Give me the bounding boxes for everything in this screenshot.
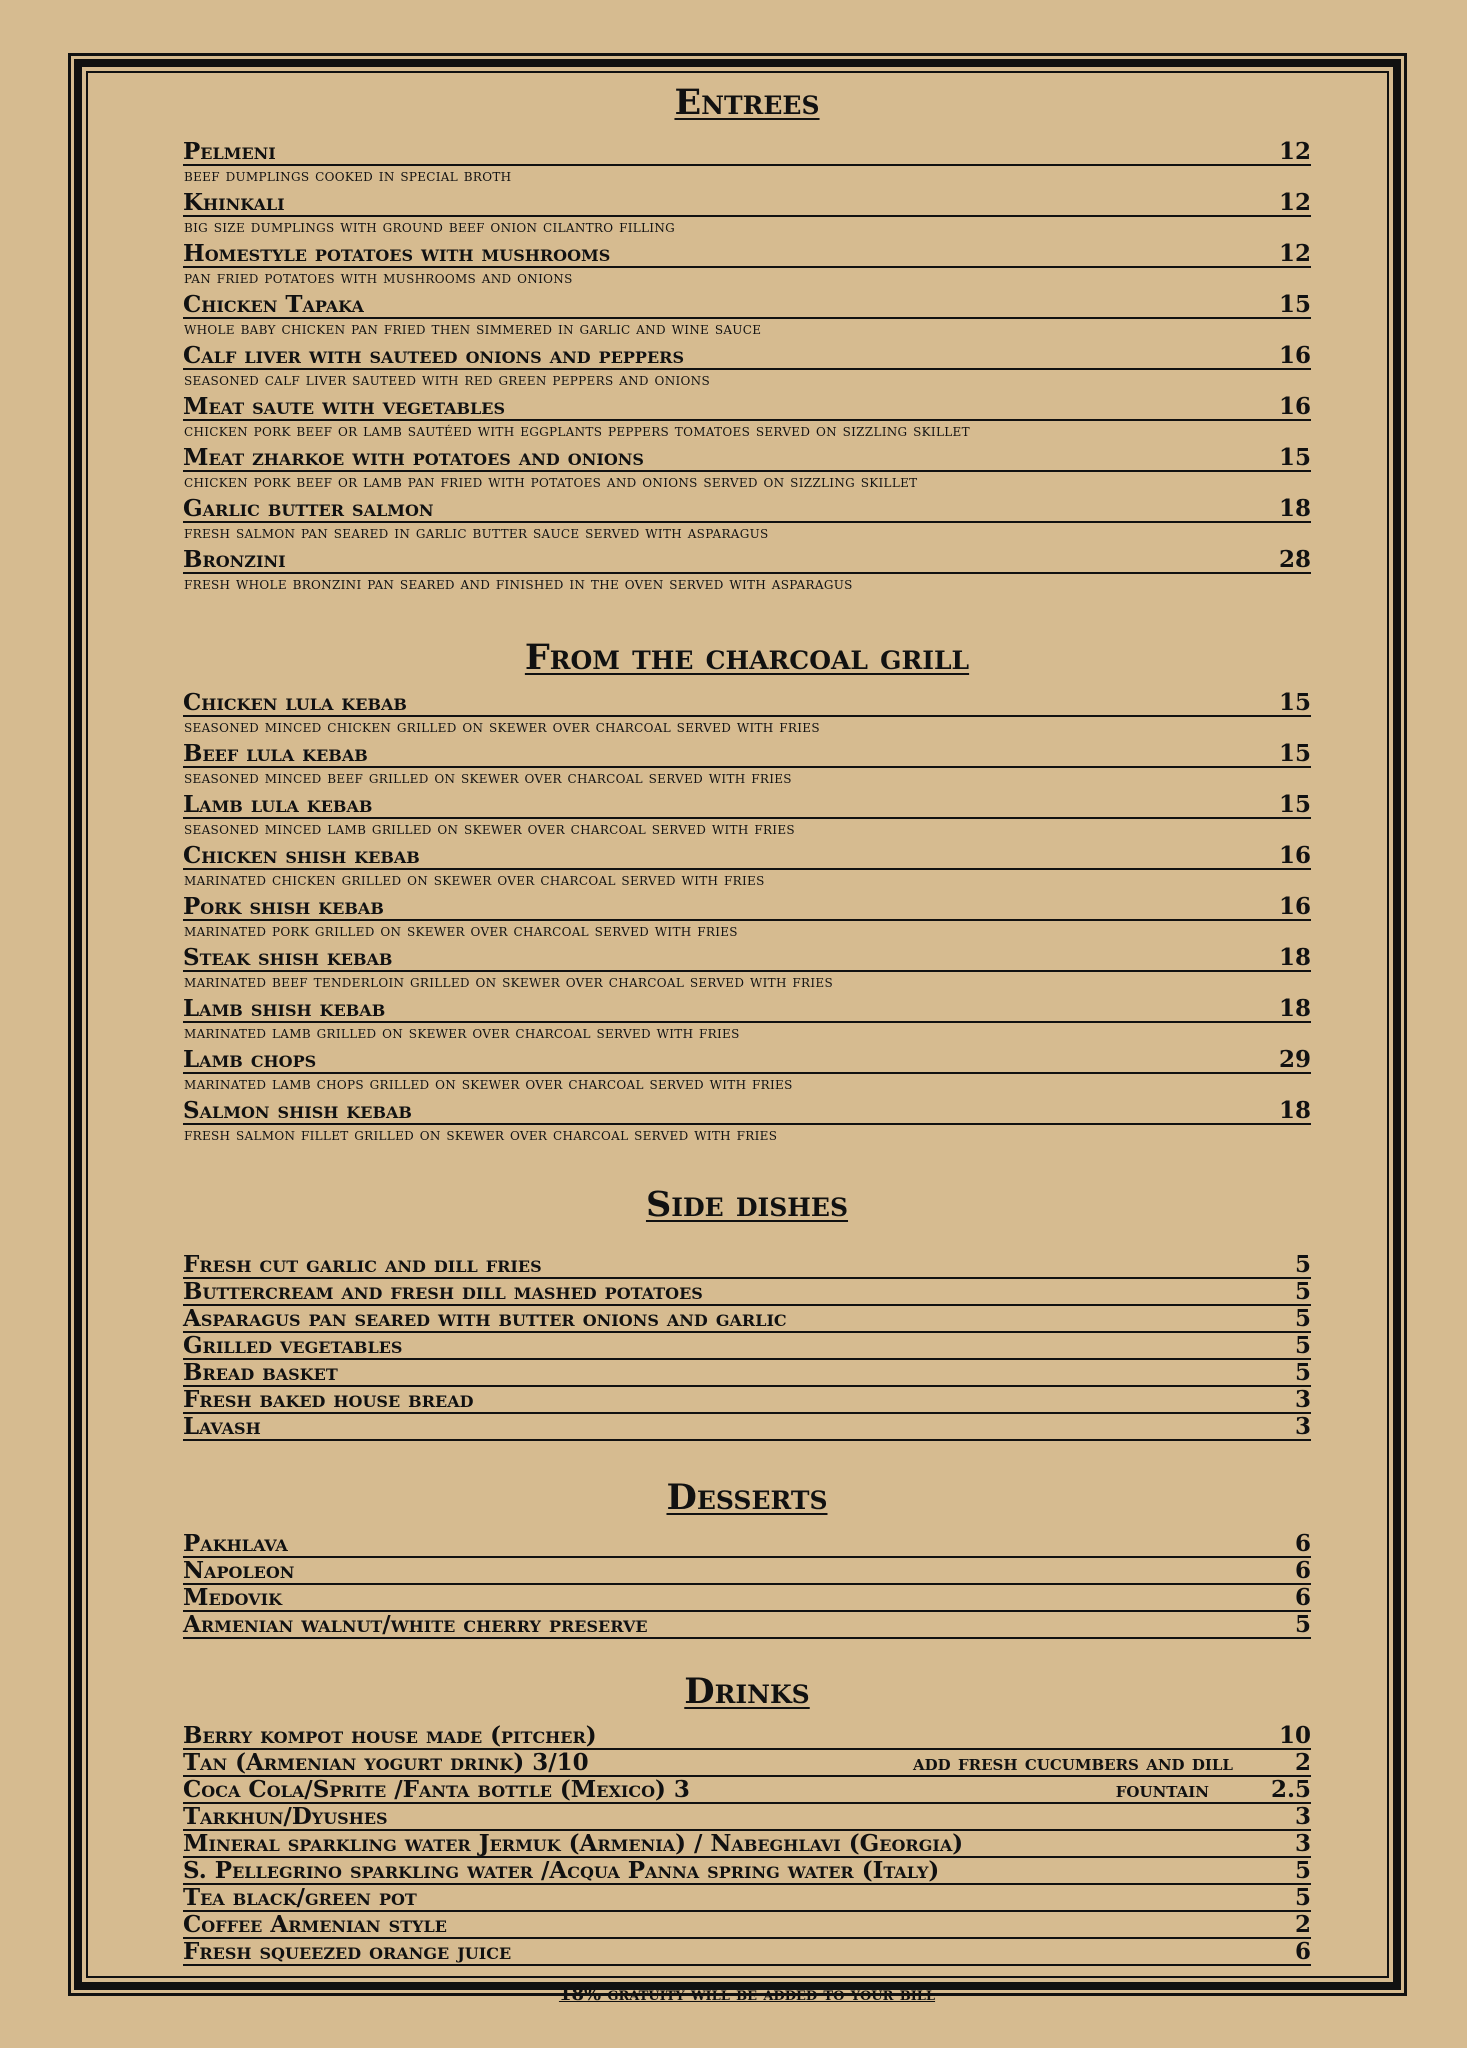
menu-content	[183, 80, 1311, 2005]
menu-item	[183, 138, 1311, 189]
menu-item	[183, 546, 1311, 597]
menu-item	[183, 1612, 1311, 1639]
item-name: Lamb chops	[183, 1047, 317, 1072]
item-name: Pork shish kebab	[183, 894, 384, 919]
item-description: beef dumplings cooked in special broth	[184, 166, 512, 186]
item-description: big size dumplings with ground beef onion cilantro filling	[184, 217, 676, 237]
item-name: Homestyle potatoes with mushrooms	[183, 241, 611, 266]
item-description: marinated beef tenderloin grilled on skewer over charcoal served with fries	[184, 972, 833, 992]
item-name: Bronzini	[183, 547, 286, 572]
item-name: Medovik	[183, 1584, 282, 1611]
item-description: marinated pork grilled on skewer over charcoal served with fries	[184, 921, 738, 941]
item-name: Coffee Armenian style	[183, 1911, 447, 1938]
item-description: fresh salmon fillet grilled on skewer over charcoal served with fries	[184, 1125, 778, 1145]
item-name: Lamb lula kebab	[183, 792, 373, 817]
item-name: Fresh cut garlic and dill fries	[183, 1251, 542, 1278]
section-title-drinks: Drinks	[684, 1671, 810, 1712]
menu-item	[183, 791, 1311, 842]
menu-item	[183, 1777, 1311, 1804]
menu-item	[183, 740, 1311, 791]
section-title-sides: Side dishes	[645, 1184, 849, 1225]
item-name: Napoleon	[183, 1557, 295, 1584]
item-price: 3	[1294, 1386, 1311, 1413]
item-price: 18	[1278, 495, 1311, 522]
section-title-grill: From the charcoal grill	[524, 637, 970, 678]
grill-list	[183, 689, 1311, 1148]
item-name: Pelmeni	[183, 139, 276, 164]
item-price: 16	[1278, 893, 1311, 920]
item-price: 5	[1294, 1251, 1311, 1278]
item-name: Buttercream and fresh dill mashed potatoes	[183, 1278, 703, 1305]
item-price: 5	[1294, 1884, 1311, 1911]
item-price: 6	[1294, 1938, 1311, 1965]
item-description: chicken pork beef or lamb pan fried with potatoes and onions served on sizzling skillet	[184, 472, 918, 492]
item-price: 15	[1278, 444, 1311, 471]
item-name: Garlic butter salmon	[183, 496, 434, 521]
menu-item	[183, 1306, 1311, 1333]
item-name: Chicken Tapaka	[183, 292, 364, 317]
menu-item	[183, 1252, 1311, 1279]
menu-item	[183, 393, 1311, 444]
item-price: 28	[1278, 546, 1311, 573]
item-price: 15	[1278, 791, 1311, 818]
entrees-list	[183, 138, 1311, 597]
item-description: marinated chicken grilled on skewer over charcoal served with fries	[184, 870, 765, 890]
item-description: seasoned minced beef grilled on skewer over charcoal served with fries	[184, 768, 792, 788]
menu-item	[183, 1858, 1311, 1885]
item-name: Salmon shish kebab	[183, 1098, 412, 1123]
menu-item	[183, 291, 1311, 342]
menu-item	[183, 1831, 1311, 1858]
menu-item	[183, 1750, 1311, 1777]
menu-item	[183, 1333, 1311, 1360]
menu-item	[183, 1558, 1311, 1585]
item-name: Meat zharkoe with potatoes and onions	[183, 445, 644, 470]
item-name: Armenian walnut/white cherry preserve	[183, 1611, 648, 1638]
item-price: 12	[1278, 240, 1311, 267]
item-name: Meat saute with vegetables	[183, 394, 506, 419]
menu-item	[183, 342, 1311, 393]
menu-item	[183, 1097, 1311, 1148]
item-name: Khinkali	[183, 190, 285, 215]
item-price: 16	[1278, 342, 1311, 369]
item-price: 16	[1278, 393, 1311, 420]
item-price: 15	[1278, 689, 1311, 716]
menu-item	[183, 995, 1311, 1046]
item-name: S. Pellegrino sparkling water /Acqua Panna spring water (Italy)	[183, 1857, 940, 1884]
item-name: Tea black/green pot	[183, 1884, 417, 1911]
item-price: 5	[1294, 1611, 1311, 1638]
item-description: seasoned minced lamb grilled on skewer over charcoal served with fries	[184, 819, 795, 839]
item-description: seasoned minced chicken grilled on skewer over charcoal served with fries	[184, 717, 820, 737]
menu-item	[183, 1939, 1311, 1966]
item-name: Lamb shish kebab	[183, 996, 386, 1021]
item-price: 18	[1278, 995, 1311, 1022]
item-description: chicken pork beef or lamb sautéed with eggplants peppers tomatoes served on sizzling skillet	[184, 421, 970, 441]
menu-item	[183, 1414, 1311, 1441]
menu-item	[183, 842, 1311, 893]
item-price: 5	[1294, 1305, 1311, 1332]
menu-item	[183, 1360, 1311, 1387]
item-price: 5	[1294, 1332, 1311, 1359]
item-description: seasoned calf liver sauteed with red green peppers and onions	[184, 370, 710, 390]
item-price: 15	[1278, 740, 1311, 767]
item-name: Bread basket	[183, 1359, 338, 1386]
item-price: 2.5	[1270, 1776, 1311, 1803]
item-description: fresh whole bronzini pan seared and finished in the oven served with asparagus	[184, 574, 853, 594]
item-price: 6	[1294, 1557, 1311, 1584]
menu-item	[183, 1885, 1311, 1912]
menu-item	[183, 240, 1311, 291]
menu-item	[183, 1585, 1311, 1612]
item-price: 12	[1278, 189, 1311, 216]
item-name: Asparagus pan seared with butter onions and garlic	[183, 1305, 787, 1332]
item-price: 3	[1294, 1413, 1311, 1440]
item-price: 18	[1278, 1097, 1311, 1124]
menu-item	[183, 1046, 1311, 1097]
menu-item	[183, 1279, 1311, 1306]
desserts-list	[183, 1531, 1311, 1639]
item-name: Chicken shish kebab	[183, 843, 420, 868]
item-price: 12	[1278, 138, 1311, 165]
item-price: 5	[1294, 1857, 1311, 1884]
item-description: fresh salmon pan seared in garlic butter sauce served with asparagus	[184, 523, 769, 543]
item-price: 2	[1294, 1749, 1311, 1776]
item-price: 29	[1278, 1046, 1311, 1073]
item-note: add fresh cucumbers and dill	[913, 1750, 1233, 1775]
sides-list	[183, 1252, 1311, 1441]
item-name: Calf liver with sauteed onions and peppers	[183, 343, 684, 368]
menu-item	[183, 1723, 1311, 1750]
item-description: marinated lamb chops grilled on skewer over charcoal served with fries	[184, 1074, 793, 1094]
item-price: 5	[1294, 1278, 1311, 1305]
item-price: 3	[1294, 1803, 1311, 1830]
item-name: Chicken lula kebab	[183, 690, 407, 715]
item-description: whole baby chicken pan fried then simmered in garlic and wine sauce	[184, 319, 762, 339]
item-name: Berry kompot house made (pitcher)	[183, 1722, 597, 1749]
item-name: Beef lula kebab	[183, 741, 368, 766]
gratuity-note: 18% gratuity will be added to your bill	[558, 1984, 936, 2005]
item-name: Coca Cola/Sprite /Fanta bottle (Mexico) 3	[183, 1776, 690, 1803]
item-price: 6	[1294, 1584, 1311, 1611]
menu-item	[183, 1912, 1311, 1939]
item-price: 6	[1294, 1530, 1311, 1557]
item-name: Pakhlava	[183, 1530, 288, 1557]
item-description: marinated lamb grilled on skewer over charcoal served with fries	[184, 1023, 740, 1043]
item-name: Mineral sparkling water Jermuk (Armenia) / Nabeghlavi (Georgia)	[183, 1830, 964, 1857]
menu-item	[183, 495, 1311, 546]
item-name: Tan (Armenian yogurt drink) 3/10	[183, 1749, 589, 1776]
item-description: pan fried potatoes with mushrooms and onions	[184, 268, 573, 288]
item-name: Lavash	[183, 1413, 261, 1440]
item-note: fountain	[1115, 1777, 1209, 1802]
item-price: 18	[1278, 944, 1311, 971]
item-price: 5	[1294, 1359, 1311, 1386]
menu-item	[183, 944, 1311, 995]
menu-item	[183, 689, 1311, 740]
menu-item	[183, 444, 1311, 495]
item-name: Fresh baked house bread	[183, 1386, 474, 1413]
item-price: 2	[1294, 1911, 1311, 1938]
drinks-list	[183, 1723, 1311, 1966]
item-price: 15	[1278, 291, 1311, 318]
menu-item	[183, 893, 1311, 944]
item-price: 3	[1294, 1830, 1311, 1857]
menu-item	[183, 1387, 1311, 1414]
item-name: Fresh squeezed orange juice	[183, 1938, 512, 1965]
menu-item	[183, 1804, 1311, 1831]
item-price: 16	[1278, 842, 1311, 869]
section-title-entrees: Entrees	[674, 82, 820, 123]
item-price: 10	[1278, 1722, 1311, 1749]
menu-item	[183, 189, 1311, 240]
item-name: Grilled vegetables	[183, 1332, 403, 1359]
item-name: Steak shish kebab	[183, 945, 393, 970]
item-name: Tarkhun/Dyushes	[183, 1803, 388, 1830]
section-title-desserts: Desserts	[666, 1477, 828, 1518]
menu-item	[183, 1531, 1311, 1558]
